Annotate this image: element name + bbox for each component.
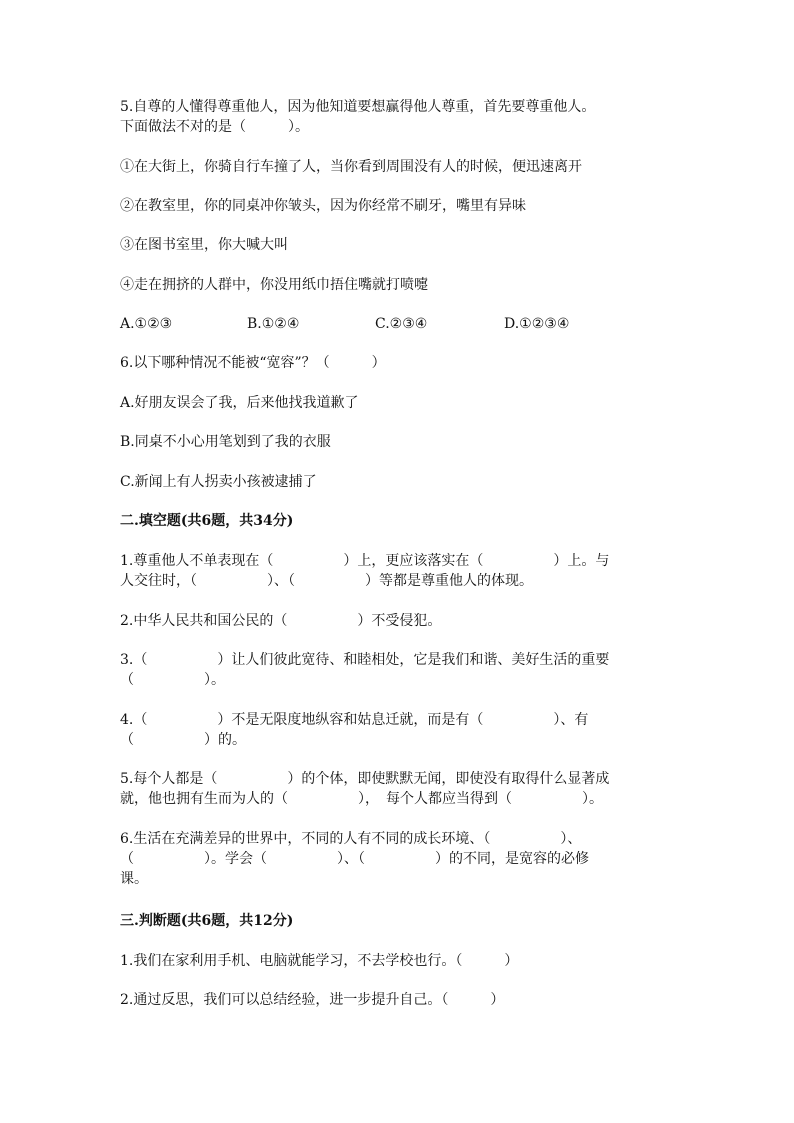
- judge-question-2: 2.通过反思，我们可以总结经验，进一步提升自己。（ ）: [120, 992, 505, 1008]
- question-6-option-b: B.同桌不小心用笔划到了我的衣服: [120, 434, 331, 450]
- question-6-option-c: C.新闻上有人拐卖小孩被逮捕了: [120, 474, 317, 490]
- fill-question-2: 2.中华人民共和国公民的（ ）不受侵犯。: [120, 613, 442, 629]
- section-2-heading: 二.填空题(共6题，共34分): [120, 513, 294, 529]
- option-a: A.①②③: [120, 316, 173, 332]
- question-5-options: [120, 314, 680, 334]
- question-6-option-a: A.好朋友误会了我，后来他找我道歉了: [120, 395, 359, 411]
- question-5-stem: 5.自尊的人懂得尊重他人，因为他知道要想赢得他人尊重，首先要尊重他人。 下面做法不对的是（ ）。: [120, 99, 596, 135]
- judge-question-1: 1.我们在家利用手机、电脑就能学习，不去学校也行。（ ）: [120, 953, 519, 969]
- section-3-heading: 三.判断题(共6题，共12分): [120, 913, 294, 929]
- fill-question-5: 5.每个人都是（ ）的个体，即使默默无闻，即使没有取得什么显著成 就，他也拥有生而为人的（ ）， 每个人都应当得到（ ）。: [120, 771, 610, 807]
- fill-question-6: 6.生活在充满差异的世界中，不同的人有不同的成长环境、（ ）、 （ ）。学会（ ）、（ ）的不同，是宽容的必修 课。: [120, 831, 589, 887]
- question-5-item-3: ③在图书室里，你大喊大叫: [120, 237, 288, 253]
- question-6-stem: 6.以下哪种情况不能被“宽容”？（ ）: [120, 355, 386, 371]
- question-5-item-2: ②在教室里，你的同桌冲你皱头，因为你经常不刷牙，嘴里有异味: [120, 198, 526, 214]
- fill-question-3: 3.（ ）让人们彼此宽待、和睦相处，它是我们和谐、美好生活的重要 （ ）。: [120, 652, 610, 688]
- option-c: C.②③④: [375, 316, 428, 332]
- fill-question-1: 1.尊重他人不单表现在（ ）上，更应该落实在（ ）上。与 人交往时，（ ）、（ ）等都是尊重他人的体现。: [120, 553, 610, 589]
- fill-question-4: 4.（ ）不是无限度地纵容和姑息迁就，而是有（ ）、有 （ ）的。: [120, 712, 589, 748]
- option-b: B.①②④: [247, 316, 300, 332]
- option-d: D.①②③④: [504, 316, 570, 332]
- question-5-item-1: ①在大街上，你骑自行车撞了人，当你看到周围没有人的时候，便迅速离开: [120, 159, 582, 175]
- question-5-item-4: ④走在拥挤的人群中，你没用纸巾捂住嘴就打喷嚏: [120, 277, 428, 293]
